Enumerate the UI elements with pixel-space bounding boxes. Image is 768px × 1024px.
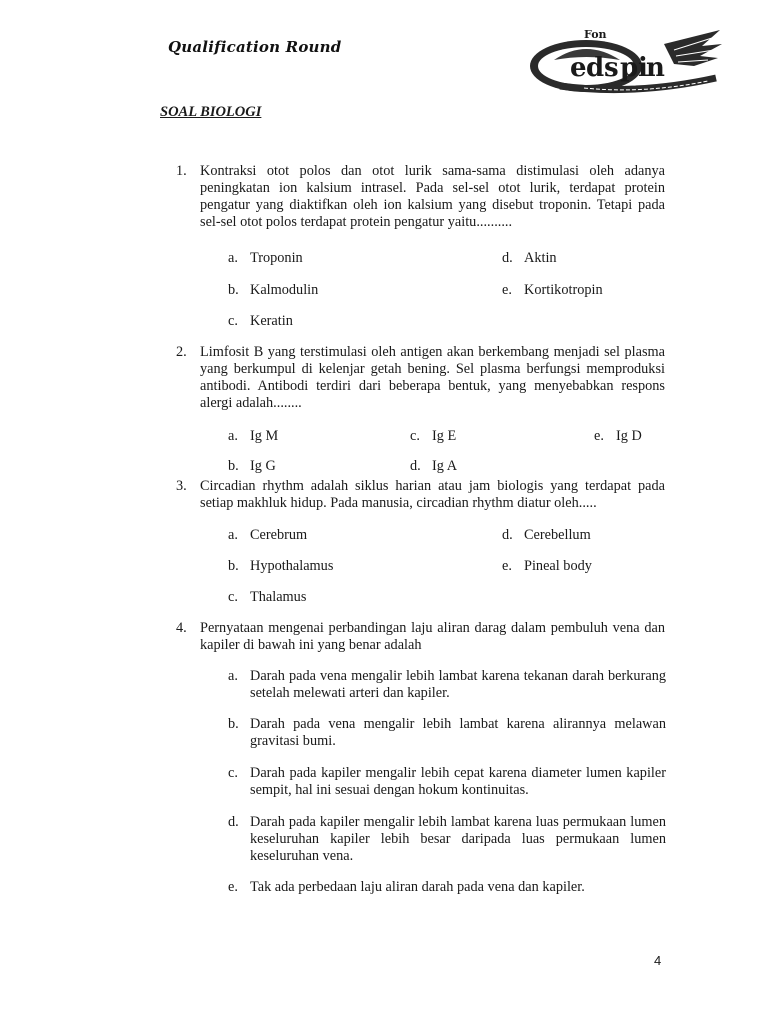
option-1e: e. Kortikotropin (502, 282, 603, 298)
option-1a: a. Troponin (228, 250, 303, 266)
option-2c: c. Ig E (410, 428, 457, 444)
document-page: Qualification Round e d s p i n Fon SOAL BIOLOGI 1. Kontraksi otot polos dan otot lurik sama-sama distimulasi oleh adanya peningkatan ion kalsium intrasel. Pada sel-sel otot lurik, terdapat protein pengatur yang diaktifkan oleh ion kalsium yang disebut troponin. Tetapi pada sel-sel otot polos terdapat protein pengatur yaitu.......... a. Troponin b. Kalmodulin c. Keratin d. Aktin e. Kortikotropin 2. Limfosit B yang terstimulasi oleh antigen akan berkembang menjadi sel plasma yang berkumpul di kelenjar getah bening. Sel plasma berfungsi memproduksi antibodi. Antibodi terdiri dari beberapa bentuk, yang menyebabkan respons alergi adalah........ a. Ig M b. Ig G c. Ig E d. Ig A e. Ig D 3. Circadian rhythm adalah siklus harian atau jam biologis yang terdapat pada setiap makhluk hidup. Pada manusia, circadian rhythm diatur oleh..... a. Cerebrum b. Hypothalamus c. Thalamus d. Cerebellum e. Pineal body 4. Pernyataan mengenai perbandingan laju aliran darag dalam pembuluh vena dan kapiler di bawah ini yang benar adalah a. Darah pada vena mengalir lebih lambat karena tekanan darah berkurang setelah melewati arteri dan kapiler. b. Darah pada vena mengalir lebih lambat karena alirannya melawan gravitasi bumi. c. Darah pada kapiler mengalir lebih cepat karena diameter lumen kapiler sempit, hal ini sesuai dengan hokum kontinuitas. d. Darah pada kapiler mengalir lebih lambat karena luas permukaan lumen keseluruhan kapiler lebih besar daripada luas permukaan lumen keseluruhan vena. e. Tak ada perbedaan laju aliran darah pada vena dan kapiler. 4 (0, 0, 768, 1024)
question-text: Pernyataan mengenai perbandingan laju aliran darag dalam pembuluh vena dan kapiler di bawah ini yang benar adalah (200, 620, 665, 653)
svg-text:i: i (638, 53, 648, 83)
option-2e: e. Ig D (594, 428, 642, 444)
option-3a: a. Cerebrum (228, 527, 308, 543)
svg-text:e: e (570, 53, 587, 83)
svg-text:s: s (604, 53, 619, 83)
option-3c: c. Thalamus (228, 589, 307, 605)
question-text: Circadian rhythm adalah siklus harian atau jam biologis yang terdapat pada setiap makhluk hidup. Pada manusia, circadian rhythm diatur oleh..... (200, 478, 665, 511)
option-1b: b. Kalmodulin (228, 282, 319, 298)
header-title: Qualification Round (168, 38, 342, 56)
question-number: 1. (176, 163, 187, 179)
question-text: Limfosit B yang terstimulasi oleh antigen akan berkembang menjadi sel plasma yang berkumpul di kelenjar getah bening. Sel plasma berfungsi memproduksi antibodi. Antibodi terdiri dari beberapa bentuk, yang menyebabkan respons alergi adalah........ (200, 344, 665, 411)
option-1d: d. Aktin (502, 250, 557, 266)
svg-text:n: n (646, 53, 665, 83)
option-2d: d. Ig A (410, 458, 458, 474)
option-3e: e. Pineal body (502, 558, 592, 574)
logo-emblem-icon (524, 20, 724, 102)
svg-text:Fon: Fon (584, 28, 607, 41)
svg-text:d: d (586, 53, 605, 83)
option-2b: b. Ig G (228, 458, 276, 474)
option-3d: d. Cerebellum (502, 527, 591, 543)
question-number: 4. (176, 620, 187, 636)
section-title: SOAL BIOLOGI (160, 104, 262, 120)
option-1c: c. Keratin (228, 313, 293, 329)
option-2a: a. Ig M (228, 428, 279, 444)
question-number: 2. (176, 344, 187, 360)
option-3b: b. Hypothalamus (228, 558, 334, 574)
medspin-logo (524, 20, 724, 102)
question-text: Kontraksi otot polos dan otot lurik sama-sama distimulasi oleh adanya peningkatan ion kalsium intrasel. Pada sel-sel otot lurik, terdapat protein pengatur yang diaktifkan oleh ion kalsium yang disebut troponin. Tetapi pada sel-sel otot polos terdapat protein pengatur yaitu.......... (200, 163, 665, 230)
page-number: 4 (654, 953, 662, 968)
question-number: 3. (176, 478, 187, 494)
svg-text:p: p (620, 53, 639, 83)
